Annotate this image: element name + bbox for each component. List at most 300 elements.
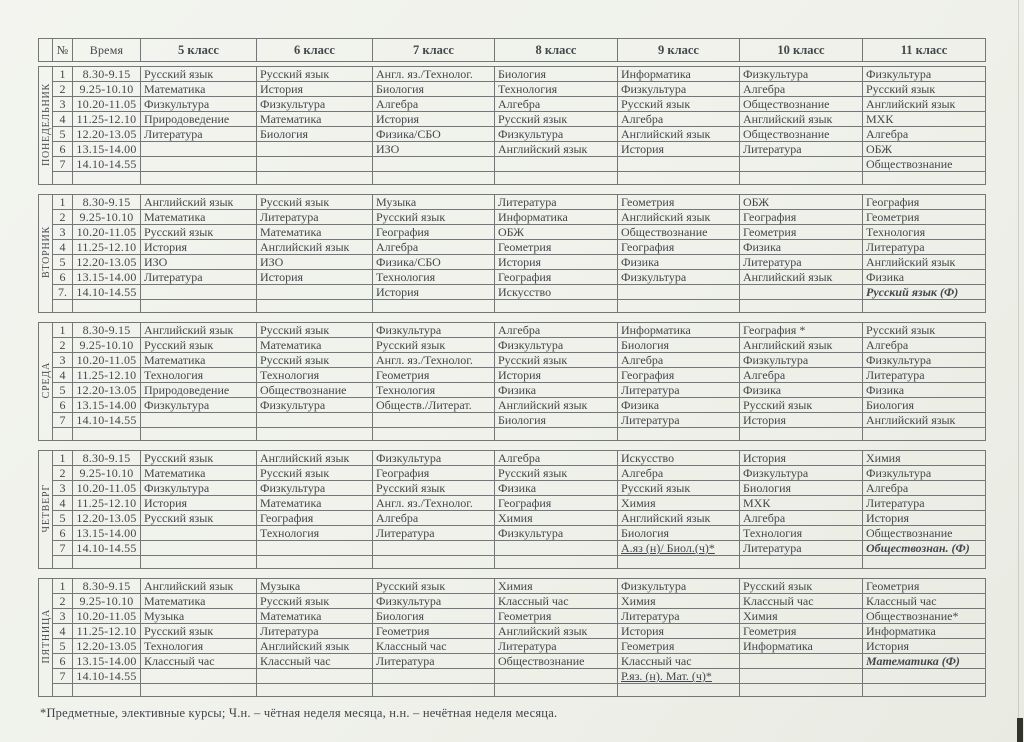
lesson-row	[39, 541, 986, 556]
spacer-cell	[257, 556, 373, 569]
subject-cell: Химия	[495, 511, 618, 526]
subject-cell: Физкультура	[740, 466, 863, 481]
spacer-cell	[73, 684, 141, 697]
lesson-number-cell: 2	[53, 338, 73, 353]
lesson-row	[39, 624, 986, 639]
subject-cell	[257, 669, 373, 684]
spacer-cell	[53, 684, 73, 697]
subject-cell: Информатика	[863, 624, 986, 639]
lesson-time-cell: 10.20-11.05	[73, 609, 141, 624]
subject-cell: Русский язык	[257, 594, 373, 609]
subject-cell: Алгебра	[740, 511, 863, 526]
lesson-time-cell: 14.10-14.55	[73, 669, 141, 684]
lesson-number-cell: 7	[53, 541, 73, 556]
lesson-time-cell: 10.20-11.05	[73, 353, 141, 368]
subject-cell: Физкультура	[863, 466, 986, 481]
subject-cell: Русский язык	[740, 398, 863, 413]
subject-cell: Английский язык	[863, 413, 986, 428]
subject-cell: Физика	[618, 255, 740, 270]
subject-cell: Физкультура	[618, 270, 740, 285]
lesson-number-cell: 4	[53, 624, 73, 639]
subject-cell: Литература	[141, 127, 257, 142]
subject-cell: Математика	[141, 82, 257, 97]
spacer-cell	[257, 684, 373, 697]
subject-cell: МХК	[863, 112, 986, 127]
lesson-time-cell: 9.25-10.10	[73, 210, 141, 225]
subject-cell: Англ. яз./Технолог.	[373, 353, 495, 368]
subject-cell: Обществознание	[257, 383, 373, 398]
subject-cell: Алгебра	[618, 466, 740, 481]
spacer-cell	[863, 684, 986, 697]
lesson-time-cell: 11.25-12.10	[73, 112, 141, 127]
subject-cell: Литература	[618, 609, 740, 624]
subject-cell: Физкультура	[257, 97, 373, 112]
lesson-row	[39, 353, 986, 368]
subject-cell: Литература	[740, 541, 863, 556]
subject-cell: Математика	[141, 210, 257, 225]
subject-cell: Литература	[257, 210, 373, 225]
spacer-cell	[495, 300, 618, 313]
subject-cell: Физкультура	[740, 67, 863, 82]
spacer-cell	[53, 556, 73, 569]
lesson-time-cell: 8.30-9.15	[73, 67, 141, 82]
subject-cell: Геометрия	[863, 579, 986, 594]
subject-cell: Химия	[618, 594, 740, 609]
lesson-time-cell: 14.10-14.55	[73, 285, 141, 300]
subject-cell: Геометрия	[740, 225, 863, 240]
day-block	[38, 450, 986, 569]
lesson-row	[39, 398, 986, 413]
spacer-cell	[863, 556, 986, 569]
subject-cell	[373, 541, 495, 556]
subject-cell: Математика (Ф)	[863, 654, 986, 669]
day-label: ВТОРНИК	[41, 226, 52, 279]
spacer-row	[39, 172, 986, 185]
subject-cell: Физкультура	[257, 398, 373, 413]
spacer-row	[39, 684, 986, 697]
subject-cell: Физика/СБО	[373, 127, 495, 142]
subject-cell: Русский язык	[257, 67, 373, 82]
lesson-row	[39, 323, 986, 338]
spacer-cell	[740, 300, 863, 313]
subject-cell	[257, 413, 373, 428]
lesson-number-cell: 3	[53, 225, 73, 240]
lesson-number-cell: 7	[53, 157, 73, 172]
lesson-time-cell: 8.30-9.15	[73, 195, 141, 210]
subject-cell: История	[141, 496, 257, 511]
lesson-row	[39, 127, 986, 142]
subject-cell	[740, 285, 863, 300]
lesson-time-cell: 12.20-13.05	[73, 511, 141, 526]
subject-cell	[495, 157, 618, 172]
subject-cell: Английский язык	[740, 338, 863, 353]
subject-cell: Литература	[863, 368, 986, 383]
lesson-number-cell: 6	[53, 654, 73, 669]
class-column-header-6: 6 класс	[257, 39, 373, 62]
subject-cell: ОБЖ	[740, 195, 863, 210]
subject-cell: Литература	[141, 270, 257, 285]
subject-cell: Русский язык	[373, 338, 495, 353]
subject-cell: Алгебра	[373, 240, 495, 255]
spacer-cell	[141, 428, 257, 441]
subject-cell: Обществознание	[740, 127, 863, 142]
class-column-header-8: 8 класс	[495, 39, 618, 62]
subject-cell: Русский язык	[373, 481, 495, 496]
lesson-number-cell: 3	[53, 609, 73, 624]
subject-cell: История	[618, 624, 740, 639]
lesson-time-cell: 13.15-14.00	[73, 654, 141, 669]
subject-cell: Информатика	[740, 639, 863, 654]
lesson-number-cell: 1	[53, 323, 73, 338]
subject-cell: История	[618, 142, 740, 157]
lesson-row	[39, 195, 986, 210]
subject-cell: Литература	[618, 383, 740, 398]
subject-cell: Биология	[618, 526, 740, 541]
subject-cell: Классный час	[863, 594, 986, 609]
subject-cell: Русский язык	[373, 210, 495, 225]
subject-cell: Химия	[495, 579, 618, 594]
lesson-row	[39, 112, 986, 127]
day-cell	[39, 579, 53, 697]
subject-cell: Химия	[740, 609, 863, 624]
subject-cell: Алгебра	[495, 97, 618, 112]
spacer-cell	[373, 556, 495, 569]
subject-cell: Физика	[495, 383, 618, 398]
subject-cell: История	[495, 255, 618, 270]
subject-cell: История	[495, 368, 618, 383]
subject-cell: Физика	[863, 270, 986, 285]
day-column-header	[39, 39, 53, 62]
subject-cell: Английский язык	[618, 127, 740, 142]
lesson-time-cell: 12.20-13.05	[73, 383, 141, 398]
spacer-cell	[141, 556, 257, 569]
subject-cell: Литература	[618, 413, 740, 428]
subject-cell: География	[373, 466, 495, 481]
subject-cell: ИЗО	[373, 142, 495, 157]
subject-cell: Английский язык	[495, 398, 618, 413]
subject-cell: А.яз (н)/ Биол.(ч)*	[618, 541, 740, 556]
subject-cell: Литература	[495, 639, 618, 654]
lesson-row	[39, 270, 986, 285]
lesson-row	[39, 225, 986, 240]
lesson-row	[39, 639, 986, 654]
subject-cell: Геометрия	[740, 624, 863, 639]
header-row	[39, 39, 986, 62]
spacer-cell	[740, 172, 863, 185]
subject-cell: Математика	[257, 225, 373, 240]
subject-cell	[141, 526, 257, 541]
subject-cell: Алгебра	[863, 481, 986, 496]
lesson-number-cell: 7.	[53, 285, 73, 300]
lesson-time-cell: 9.25-10.10	[73, 466, 141, 481]
class-column-header-10: 10 класс	[740, 39, 863, 62]
subject-cell: Математика	[257, 112, 373, 127]
lesson-row	[39, 383, 986, 398]
subject-cell: Физика	[740, 383, 863, 398]
lesson-row	[39, 413, 986, 428]
lesson-row	[39, 285, 986, 300]
lesson-number-cell: 5	[53, 383, 73, 398]
subject-cell: География	[373, 225, 495, 240]
subject-cell: Биология	[495, 413, 618, 428]
subject-cell	[141, 157, 257, 172]
subject-cell: Геометрия	[495, 240, 618, 255]
lesson-time-cell: 8.30-9.15	[73, 579, 141, 594]
subject-cell: Физкультура	[495, 127, 618, 142]
spacer-cell	[618, 300, 740, 313]
lesson-time-cell: 14.10-14.55	[73, 541, 141, 556]
subject-cell: Английский язык	[141, 579, 257, 594]
lesson-time-cell: 13.15-14.00	[73, 270, 141, 285]
subject-cell: Алгебра	[373, 511, 495, 526]
lesson-time-cell: 11.25-12.10	[73, 240, 141, 255]
subject-cell: История	[373, 112, 495, 127]
lesson-number-cell: 6	[53, 142, 73, 157]
subject-cell: Русский язык	[257, 466, 373, 481]
subject-cell: Информатика	[618, 67, 740, 82]
subject-cell: Обществознание*	[863, 609, 986, 624]
lesson-number-cell: 1	[53, 579, 73, 594]
spacer-cell	[373, 684, 495, 697]
lesson-row	[39, 240, 986, 255]
subject-cell	[740, 669, 863, 684]
spacer-cell	[618, 684, 740, 697]
lesson-number-cell: 6	[53, 526, 73, 541]
subject-cell: Алгебра	[373, 97, 495, 112]
subject-cell: Обществознание	[863, 157, 986, 172]
subject-cell: Русский язык	[618, 97, 740, 112]
subject-cell: Английский язык	[257, 639, 373, 654]
subject-cell: Физкультура	[373, 451, 495, 466]
subject-cell: Математика	[257, 338, 373, 353]
subject-cell: Русский язык	[141, 338, 257, 353]
day-cell	[39, 451, 53, 569]
spacer-cell	[257, 172, 373, 185]
spacer-cell	[53, 172, 73, 185]
subject-cell: Алгебра	[863, 338, 986, 353]
lesson-number-cell: 5	[53, 255, 73, 270]
subject-cell: История	[257, 270, 373, 285]
subject-cell: Физкультура	[618, 82, 740, 97]
subject-cell: Алгебра	[618, 112, 740, 127]
lesson-time-cell: 10.20-11.05	[73, 225, 141, 240]
lesson-row	[39, 210, 986, 225]
subject-cell	[141, 142, 257, 157]
subject-cell: Физкультура	[141, 97, 257, 112]
subject-cell: Технология	[257, 526, 373, 541]
lesson-number-cell: 3	[53, 481, 73, 496]
day-cell	[39, 195, 53, 313]
lesson-row	[39, 82, 986, 97]
subject-cell: Р.яз. (н). Мат. (ч)*	[618, 669, 740, 684]
subject-cell: Литература	[373, 526, 495, 541]
subject-cell: История	[373, 285, 495, 300]
subject-cell: ОБЖ	[495, 225, 618, 240]
subject-cell: Алгебра	[618, 353, 740, 368]
spacer-cell	[73, 428, 141, 441]
lesson-time-cell: 9.25-10.10	[73, 594, 141, 609]
lesson-row	[39, 594, 986, 609]
subject-cell	[257, 142, 373, 157]
subject-cell: Русский язык	[257, 195, 373, 210]
subject-cell: Литература	[863, 240, 986, 255]
subject-cell: Природоведение	[141, 383, 257, 398]
lesson-number-cell: 4	[53, 368, 73, 383]
subject-cell: Русский язык	[141, 67, 257, 82]
lesson-number-cell: 7	[53, 669, 73, 684]
subject-cell: Классный час	[495, 594, 618, 609]
lesson-time-cell: 10.20-11.05	[73, 97, 141, 112]
subject-cell	[740, 654, 863, 669]
lesson-number-cell: 5	[53, 127, 73, 142]
day-label: ПОНЕДЕЛЬНИК	[41, 82, 52, 166]
subject-cell: Геометрия	[373, 624, 495, 639]
lesson-time-cell: 9.25-10.10	[73, 82, 141, 97]
subject-cell: Русский язык	[141, 225, 257, 240]
lesson-number-cell: 7	[53, 413, 73, 428]
subject-cell: Русский язык	[618, 481, 740, 496]
lesson-time-cell: 9.25-10.10	[73, 338, 141, 353]
lesson-number-cell: 6	[53, 270, 73, 285]
subject-cell: Классный час	[141, 654, 257, 669]
lesson-row	[39, 466, 986, 481]
lesson-number-cell: 6	[53, 398, 73, 413]
lesson-row	[39, 338, 986, 353]
day-block	[38, 578, 986, 697]
subject-cell: Русский язык	[373, 579, 495, 594]
subject-cell: Химия	[618, 496, 740, 511]
subject-cell: Биология	[373, 609, 495, 624]
lesson-number-cell: 1	[53, 67, 73, 82]
subject-cell: Физкультура	[141, 481, 257, 496]
subject-cell: Физкультура	[740, 353, 863, 368]
footnote: *Предметные, элективные курсы; Ч.н. – чётная неделя месяца, н.н. – нечётная неделя месяца.	[40, 706, 558, 720]
subject-cell: Биология	[740, 481, 863, 496]
number-column-header: №	[53, 39, 73, 62]
subject-cell	[373, 413, 495, 428]
class-column-header-11: 11 класс	[863, 39, 986, 62]
subject-cell: Геометрия	[618, 195, 740, 210]
spacer-cell	[618, 428, 740, 441]
subject-cell: Физкультура	[863, 353, 986, 368]
subject-cell: Химия	[863, 451, 986, 466]
subject-cell: Информатика	[618, 323, 740, 338]
subject-cell: География	[740, 210, 863, 225]
subject-cell: Физика	[618, 398, 740, 413]
spacer-cell	[495, 684, 618, 697]
subject-cell	[257, 541, 373, 556]
spacer-cell	[373, 428, 495, 441]
lesson-time-cell: 8.30-9.15	[73, 323, 141, 338]
subject-cell: Обществ./Литерат.	[373, 398, 495, 413]
subject-cell: Русский язык	[495, 353, 618, 368]
subject-cell: Русский язык	[257, 323, 373, 338]
lesson-number-cell: 5	[53, 639, 73, 654]
subject-cell: Алгебра	[863, 127, 986, 142]
subject-cell: Математика	[141, 353, 257, 368]
subject-cell: Английский язык	[141, 195, 257, 210]
lesson-number-cell: 3	[53, 97, 73, 112]
subject-cell: Искусство	[618, 451, 740, 466]
spacer-row	[39, 556, 986, 569]
lesson-row	[39, 368, 986, 383]
subject-cell: Алгебра	[495, 323, 618, 338]
subject-cell: Физкультура	[618, 579, 740, 594]
spacer-cell	[618, 172, 740, 185]
subject-cell: Технология	[141, 368, 257, 383]
subject-cell	[257, 285, 373, 300]
subject-cell	[863, 669, 986, 684]
subject-cell: История	[740, 413, 863, 428]
subject-cell: Биология	[495, 67, 618, 82]
subject-cell: Литература	[863, 496, 986, 511]
subject-cell: Технология	[740, 526, 863, 541]
lesson-number-cell: 2	[53, 466, 73, 481]
lesson-row	[39, 496, 986, 511]
subject-cell: История	[863, 511, 986, 526]
subject-cell	[373, 669, 495, 684]
spacer-cell	[495, 172, 618, 185]
lesson-number-cell: 4	[53, 112, 73, 127]
subject-cell: Русский язык	[863, 82, 986, 97]
subject-cell: Обществознание	[495, 654, 618, 669]
subject-cell: Физкультура	[373, 323, 495, 338]
subject-cell: Биология	[257, 127, 373, 142]
scan-page-edge	[1018, 0, 1019, 742]
lesson-row	[39, 67, 986, 82]
subject-cell: Биология	[373, 82, 495, 97]
spacer-cell	[373, 172, 495, 185]
subject-cell: Литература	[495, 195, 618, 210]
subject-cell: История	[257, 82, 373, 97]
subject-cell: География	[495, 496, 618, 511]
lesson-time-cell: 13.15-14.00	[73, 398, 141, 413]
day-label: СРЕДА	[41, 362, 52, 399]
subject-cell: Английский язык	[740, 270, 863, 285]
subject-cell: Русский язык	[740, 579, 863, 594]
subject-cell: Литература	[740, 142, 863, 157]
lesson-number-cell: 2	[53, 82, 73, 97]
subject-cell: Алгебра	[495, 451, 618, 466]
subject-cell: Литература	[373, 654, 495, 669]
subject-cell: Классный час	[618, 654, 740, 669]
subject-cell: Обществознание	[740, 97, 863, 112]
lesson-number-cell: 1	[53, 451, 73, 466]
spacer-cell	[53, 428, 73, 441]
subject-cell: Технология	[373, 383, 495, 398]
lesson-number-cell: 5	[53, 511, 73, 526]
class-column-header-7: 7 класс	[373, 39, 495, 62]
subject-cell: Математика	[257, 609, 373, 624]
subject-cell: Физика	[863, 383, 986, 398]
spacer-cell	[373, 300, 495, 313]
subject-cell: Алгебра	[740, 82, 863, 97]
subject-cell: География	[257, 511, 373, 526]
spacer-cell	[863, 300, 986, 313]
subject-cell: Физкультура	[863, 67, 986, 82]
subject-cell: Русский язык	[141, 624, 257, 639]
subject-cell: Физкультура	[495, 526, 618, 541]
spacer-cell	[73, 300, 141, 313]
subject-cell	[141, 541, 257, 556]
spacer-cell	[740, 684, 863, 697]
subject-cell	[141, 669, 257, 684]
subject-cell: Биология	[863, 398, 986, 413]
subject-cell: МХК	[740, 496, 863, 511]
day-label: ЧЕТВЕРГ	[41, 484, 52, 533]
subject-cell: Физкультура	[257, 481, 373, 496]
subject-cell: Обществознание	[863, 526, 986, 541]
